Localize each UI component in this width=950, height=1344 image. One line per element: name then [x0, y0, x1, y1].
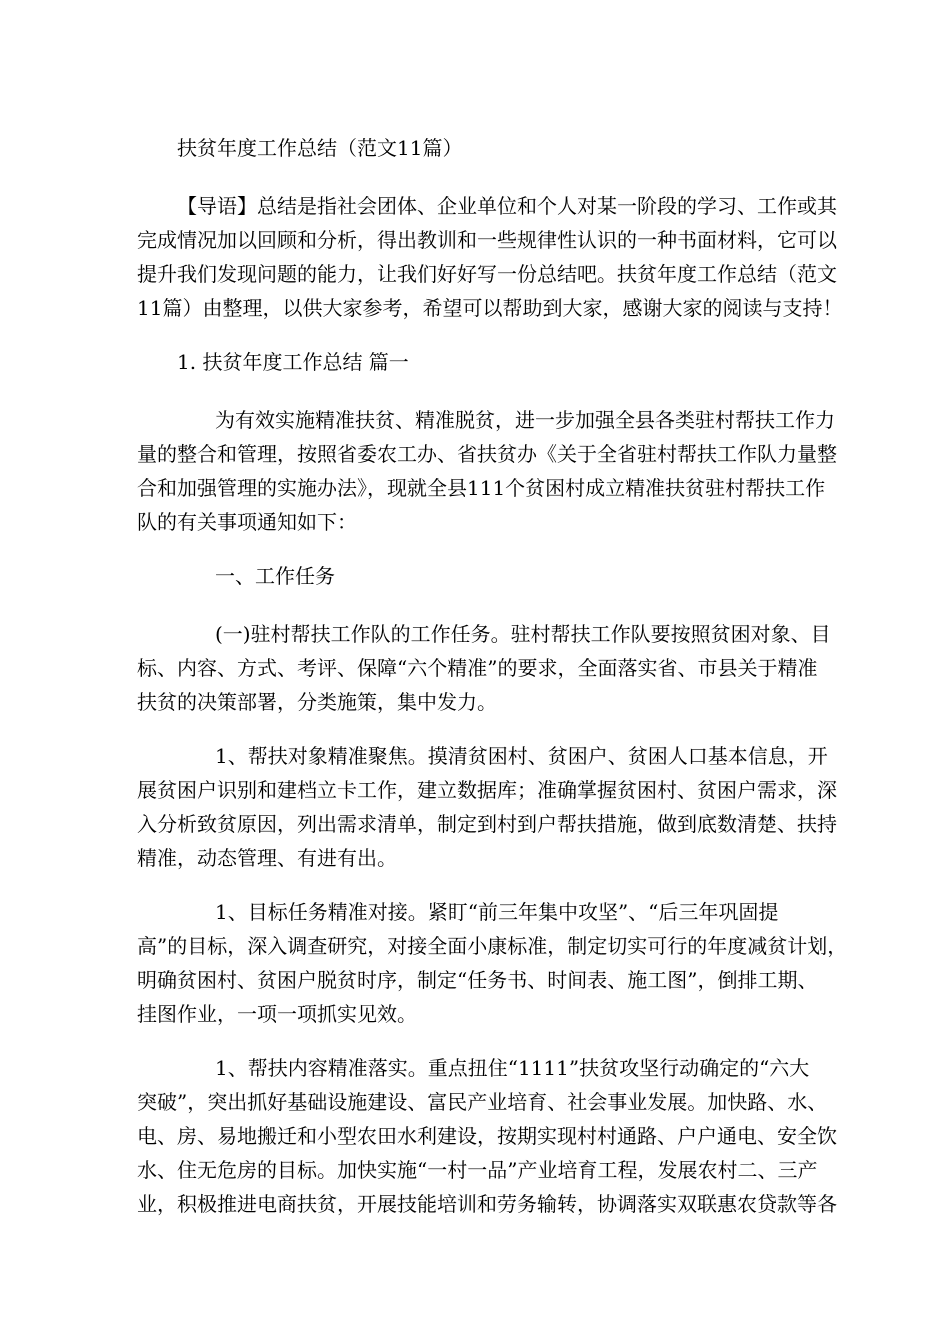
- paragraph-line: 电、房、易地搬迁和小型农田水利建设，按期实现村村通路、户户通电、安全饮: [137, 1124, 837, 1148]
- intro-line: 完成情况加以回顾和分析，得出教训和一些规律性认识的一种书面材料，它可以: [137, 228, 837, 252]
- paragraph-line: 明确贫困村、贫困户脱贫时序，制定“任务书、时间表、施工图”，倒排工期、: [137, 968, 818, 992]
- paragraph-line: 队的有关事项通知如下：: [137, 510, 357, 534]
- paragraph-line: 扶贫的决策部署，分类施策，集中发力。: [137, 690, 497, 714]
- paragraph-line: 1、帮扶内容精准落实。重点扭住“1111”扶贫攻坚行动确定的“六大: [215, 1056, 810, 1080]
- paragraph-line: 量的整合和管理，按照省委农工办、省扶贫办《关于全省驻村帮扶工作队力量整: [137, 442, 837, 466]
- intro-line: 11篇）由整理，以供大家参考，希望可以帮助到大家，感谢大家的阅读与支持！: [137, 296, 843, 320]
- paragraph-line: 1、目标任务精准对接。紧盯“前三年集中攻坚”、“后三年巩固提: [215, 900, 779, 924]
- section-heading: 1. 扶贫年度工作总结 篇一: [177, 350, 409, 374]
- intro-line: 提升我们发现问题的能力，让我们好好写一份总结吧。扶贫年度工作总结（范文: [137, 262, 837, 286]
- paragraph-line: 展贫困户识别和建档立卡工作，建立数据库；准确掌握贫困村、贫困户需求，深: [137, 778, 837, 802]
- paragraph-line: 为有效实施精准扶贫、精准脱贫，进一步加强全县各类驻村帮扶工作力: [215, 408, 835, 432]
- paragraph-line: 业，积极推进电商扶贫，开展技能培训和劳务输转，协调落实双联惠农贷款等各: [137, 1192, 837, 1216]
- paragraph-line: 水、住无危房的目标。加快实施“一村一品”产业培育工程，发展农村二、三产: [137, 1158, 818, 1182]
- subsection-heading: 一、工作任务: [215, 564, 335, 588]
- intro-line: 【导语】总结是指社会团体、企业单位和个人对某一阶段的学习、工作或其: [177, 194, 837, 218]
- document-title: 扶贫年度工作总结（范文11篇）: [177, 136, 463, 160]
- paragraph-line: 入分析致贫原因，列出需求清单，制定到村到户帮扶措施，做到底数清楚、扶持: [137, 812, 837, 836]
- paragraph-line: 合和加强管理的实施办法》，现就全县111个贫困村成立精准扶贫驻村帮扶工作: [137, 476, 826, 500]
- paragraph-line: 挂图作业，一项一项抓实见效。: [137, 1002, 417, 1026]
- paragraph-line: 1、帮扶对象精准聚焦。摸清贫困村、贫困户、贫困人口基本信息，开: [215, 744, 828, 768]
- paragraph-line: (一)驻村帮扶工作队的工作任务。驻村帮扶工作队要按照贫困对象、目: [215, 622, 831, 646]
- paragraph-line: 标、内容、方式、考评、保障“六个精准”的要求，全面落实省、市县关于精准: [137, 656, 818, 680]
- paragraph-line: 高”的目标，深入调查研究，对接全面小康标准，制定切实可行的年度减贫计划，: [137, 934, 848, 958]
- paragraph-line: 精准，动态管理、有进有出。: [137, 846, 397, 870]
- paragraph-line: 突破”，突出抓好基础设施建设、富民产业培育、社会事业发展。加快路、水、: [137, 1090, 828, 1114]
